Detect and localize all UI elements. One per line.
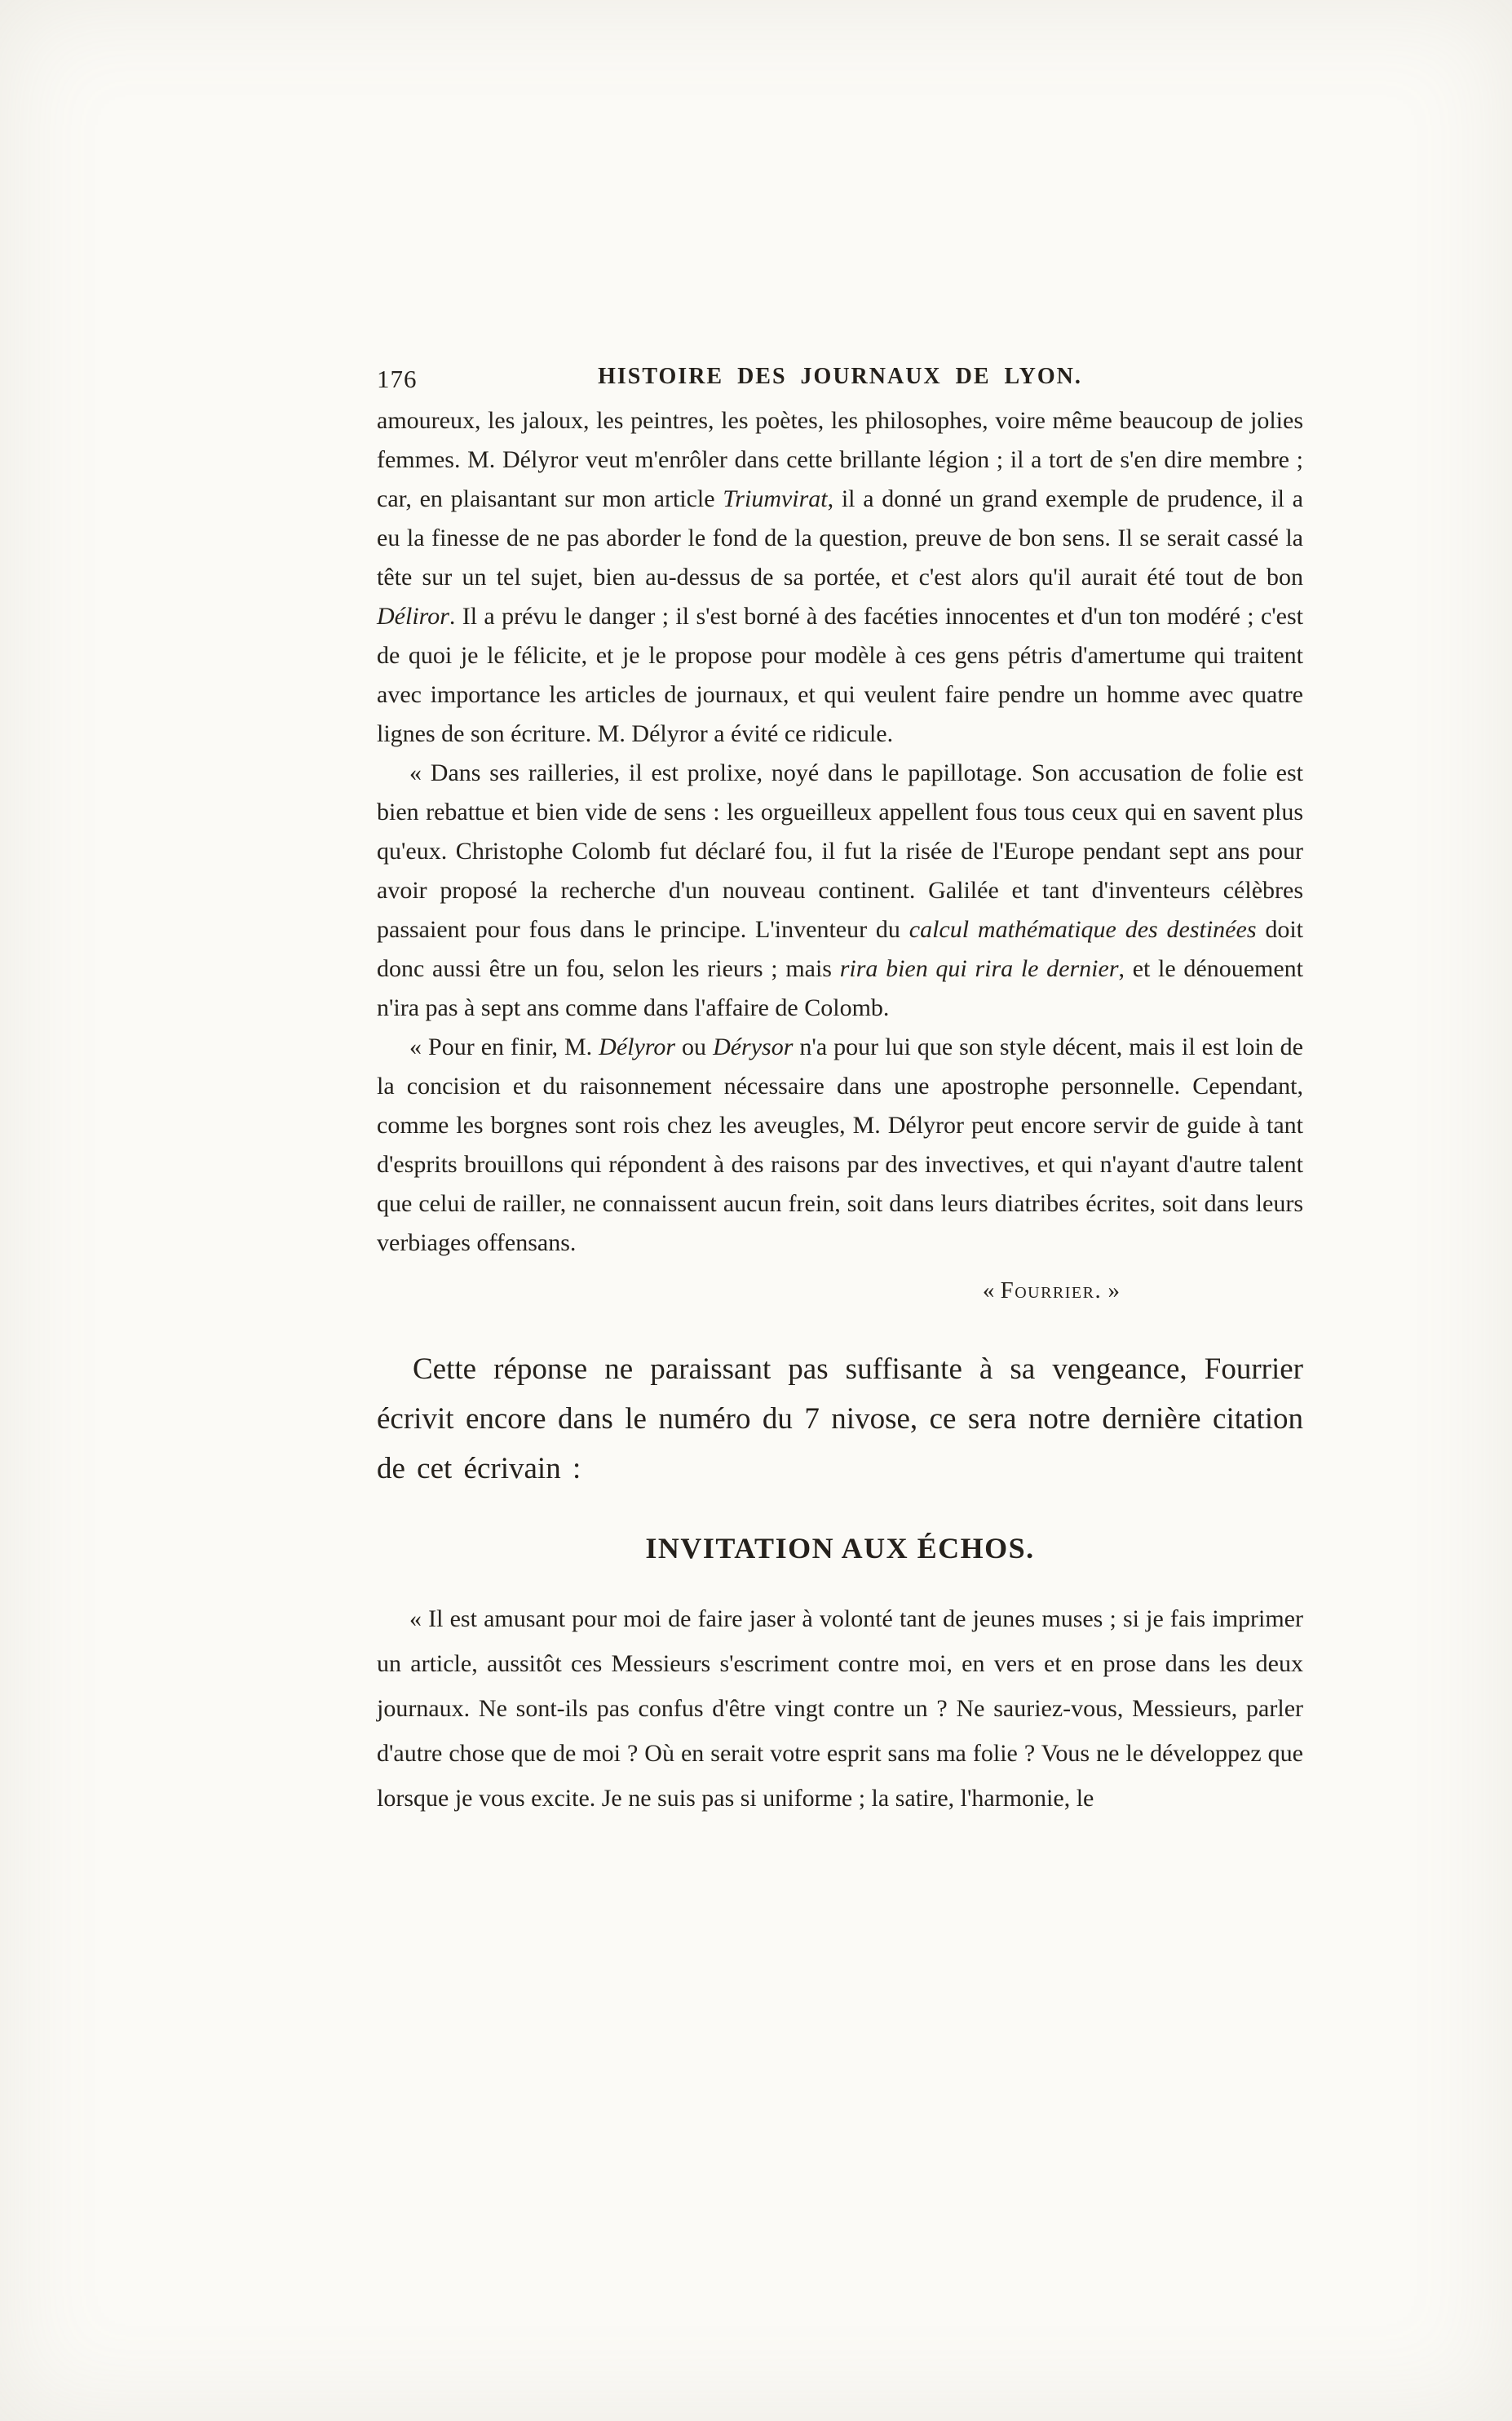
text-segment: n'a pour lui que son style décent, mais il est loin de la concision et du raisonnement nécessaire dans une apostrophe personnelle. Cependant, comme les borgnes sont rois chez les aveugles, M. Délyror peut encore servir de guide à tant d'esprits brouillons qui répondent à des raisons par des invectives, et qui n'ayant d'autre talent que celui de railler, ne connaissent aucun frein, soit dans leurs diatribes écrites, soit dans leurs verbiages offensans. (377, 1033, 1303, 1256)
text-segment: Déliror (377, 603, 449, 630)
text-block (377, 401, 1303, 1821)
paragraph-continuation (377, 401, 1303, 754)
section-heading: INVITATION AUX ÉCHOS. (645, 1532, 1035, 1565)
text-segment: « Dans ses railleries, il est prolixe, noyé dans le papillotage. Son accusation de folie est bien rebattue et bien vide de sens : les orgueilleux appellent fous tous ceux qui en savent plus qu'eux. Christophe Colomb fut déclaré fou, il fut la risée de l'Europe pendant sept ans pour avoir proposé la recherche d'un nouveau continent. Galilée et tant d'inventeurs célèbres passaient pour fous dans le principe. L'inventeur du (377, 759, 1303, 943)
page-number: 176 (377, 365, 418, 393)
paragraph-transition: Cette réponse ne paraissant pas suffisante à sa vengeance, Fourrier écrivit encore dans le numéro du 7 nivose, ce sera notre dernière citation de cet écrivain : (377, 1352, 1303, 1485)
text-segment: calcul mathématique des destinées (909, 916, 1257, 943)
paragraph-quote-pour-en-finir (377, 1028, 1303, 1263)
text-segment: amoureux, les jaloux, les peintres, les poètes, les philosophes, voire même beaucoup de jolies femmes. M. Délyror veut m'enrôler dans cette brillante légion ; il a tort de s'en dire membre ; car, en plaisantant sur mon article (377, 407, 1303, 512)
running-title: HISTOIRE DES JOURNAUX DE LYON. (598, 364, 1082, 389)
text-segment: Délyror (599, 1033, 676, 1060)
text-segment: , il a donné un grand exemple de prudence, il a eu la finesse de ne pas aborder le fond de la question, preuve de bon sens. Il se serait cassé la tête sur un tel sujet, bien au-dessus de sa portée, et c'est alors qu'il aurait été tout de bon (377, 485, 1304, 591)
text-segment: rira bien qui rira le dernier (839, 955, 1119, 982)
text-segment: « (982, 1277, 1001, 1303)
text-segment: Dérysor (713, 1033, 794, 1060)
text-segment: Fourrier. (1000, 1277, 1103, 1303)
text-segment: « Pour en finir, M. (409, 1033, 599, 1060)
signature-fourrier (377, 1271, 1303, 1310)
page-header (377, 364, 1303, 393)
text-segment: . Il a prévu le danger ; il s'est borné à des facéties innocentes et d'un ton modéré ; c'est de quoi je le félicite, et je le propose pour modèle à ces gens pétris d'amertume qui traitent avec importance les articles de journaux, et qui veulent faire pendre un homme avec quatre lignes de son écriture. M. Délyror a évité ce ridicule. (377, 603, 1303, 747)
paragraph-invitation-quote: « Il est amusant pour moi de faire jaser à volonté tant de jeunes muses ; si je fais imprimer un article, aussitôt ces Messieurs s'escriment contre moi, en vers et en prose dans les deux journaux. Ne sont-ils pas confus d'être vingt contre un ? Ne sauriez-vous, Messieurs, parler d'autre chose que de moi ? Où en serait votre esprit sans ma folie ? Vous ne le développez que lorsque je vous excite. Je ne suis pas si uniforme ; la satire, l'harmonie, le (377, 1605, 1303, 1812)
text-segment: » (1102, 1277, 1120, 1303)
text-segment: , et le dénouement n'ira pas à sept ans comme dans l'affaire de Colomb. (377, 955, 1304, 1021)
text-segment: ou (675, 1033, 714, 1060)
text-segment: Triumvirat (723, 485, 828, 512)
text-segment: doit donc aussi être un fou, selon les rieurs ; mais (377, 916, 1304, 982)
paragraph-quote-railleries (377, 754, 1303, 1028)
